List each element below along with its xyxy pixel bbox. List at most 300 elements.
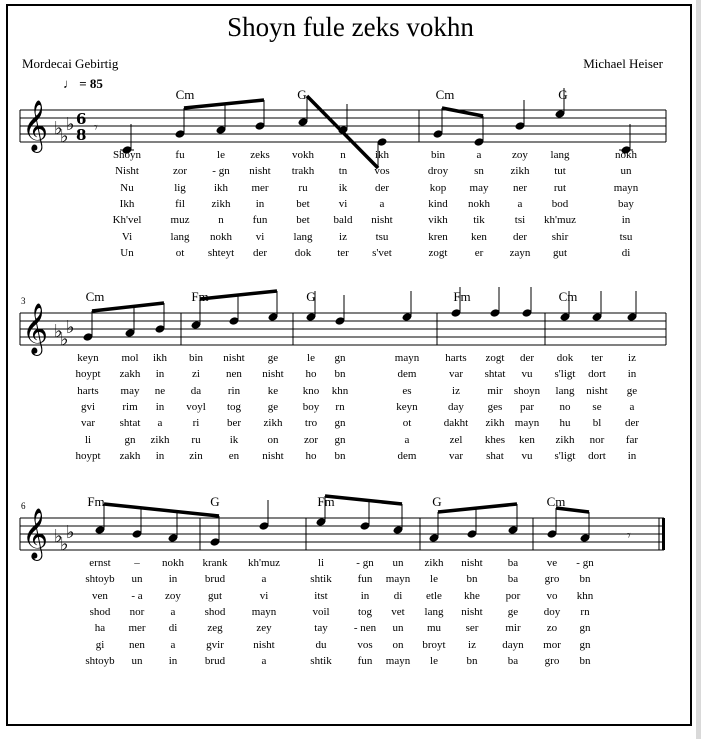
lyric-syllable: nen bbox=[226, 368, 242, 381]
lyric-syllable: shir bbox=[551, 230, 569, 243]
lyric-syllable: di bbox=[621, 246, 631, 259]
lyric-syllable: a bbox=[170, 638, 176, 651]
lyric-syllable: zikh bbox=[485, 417, 505, 430]
lyric-syllable: da bbox=[190, 384, 202, 397]
final-barline-thick bbox=[662, 518, 665, 550]
lyric-syllable: keyn bbox=[396, 400, 418, 413]
lyric-syllable: in bbox=[627, 368, 637, 381]
lyric-syllable: der bbox=[512, 230, 528, 243]
lyric-syllable: tsu bbox=[375, 230, 389, 243]
lyric-syllable: dayn bbox=[502, 638, 524, 651]
lyric-syllable: etle bbox=[426, 589, 442, 602]
lyric-syllable: iz bbox=[452, 384, 460, 397]
lyric-syllable: fu bbox=[175, 149, 185, 161]
lyric-syllable: ge bbox=[626, 384, 638, 397]
lyric-syllable: vu bbox=[521, 368, 533, 381]
lyric-syllable: bald bbox=[333, 214, 353, 227]
lyric-syllable: tro bbox=[304, 417, 318, 430]
lyric-syllable: li bbox=[317, 557, 325, 569]
lyric-syllable: bet bbox=[296, 214, 310, 227]
lyric-syllable: gut bbox=[207, 589, 223, 602]
lyric-syllable: khes bbox=[484, 433, 506, 446]
lyric-syllable: dort bbox=[588, 368, 606, 381]
lyric-syllable: hu bbox=[559, 417, 571, 430]
lyric-syllable: brud bbox=[204, 654, 226, 667]
lyric-syllable: iz bbox=[339, 230, 347, 243]
lyric-syllable: iz bbox=[468, 638, 476, 651]
lyric-syllable: ken bbox=[519, 433, 535, 446]
lyric-syllable: nokh bbox=[162, 557, 184, 569]
lyric-syllable: no bbox=[559, 400, 571, 413]
lyric-syllable: tay bbox=[314, 622, 328, 635]
lyric-syllable: dakht bbox=[443, 417, 469, 430]
lyric-syllable: ernst bbox=[89, 557, 111, 569]
lyric-syllable: en bbox=[228, 449, 240, 462]
lyric-syllable: in bbox=[621, 214, 631, 227]
chord-symbol: Fm bbox=[87, 494, 105, 509]
lyric-syllable: par bbox=[519, 400, 535, 413]
lyric-syllable: nor bbox=[589, 433, 605, 446]
lyric-syllable: lang bbox=[424, 605, 444, 618]
lyric-syllable: lang bbox=[555, 384, 575, 397]
lyric-syllable: zoy bbox=[165, 589, 181, 602]
lyric-syllable: ge bbox=[267, 400, 279, 413]
lyric-syllable: in bbox=[255, 197, 265, 210]
lyric-syllable: in bbox=[360, 589, 370, 602]
lyric-syllable: bn bbox=[579, 573, 591, 586]
lyric-syllable: se bbox=[592, 400, 602, 413]
flat-icon: ♭ bbox=[54, 526, 63, 547]
lyric-syllable: zikh bbox=[424, 557, 444, 569]
lyric-syllable: khn bbox=[576, 589, 594, 602]
lyric-syllable: tut bbox=[554, 165, 566, 178]
lyric-syllable: vi bbox=[255, 230, 265, 243]
lyric-syllable: nokh bbox=[615, 149, 637, 161]
lyric-syllable: may bbox=[469, 181, 489, 194]
flat-icon: ♭ bbox=[54, 321, 63, 342]
lyric-syllable: shteyt bbox=[207, 246, 235, 259]
measure-number: 6 bbox=[21, 501, 26, 511]
eighth-rest-icon: 𝄾 bbox=[94, 120, 98, 136]
lyric-syllable: zakh bbox=[119, 449, 141, 462]
lyric-syllable: nokh bbox=[468, 197, 490, 210]
note-beam bbox=[184, 100, 264, 108]
lyric-syllable: iz bbox=[628, 352, 636, 364]
lyric-syllable: es bbox=[402, 384, 412, 397]
eighth-rest-icon: 𝄾 bbox=[627, 528, 631, 544]
lyric-syllable: zogt bbox=[485, 352, 505, 364]
lyric-syllable: s'ligt bbox=[554, 449, 576, 462]
lyric-syllable: fun bbox=[357, 573, 373, 586]
lyric-syllable: shtik bbox=[310, 654, 332, 667]
lyric-syllable: trakh bbox=[291, 165, 315, 178]
lyric-syllable: gn bbox=[334, 417, 346, 430]
lyric-syllable: dok bbox=[556, 352, 574, 364]
lyric-syllable: nisht bbox=[262, 449, 284, 462]
lyric-syllable: kh'muz bbox=[544, 214, 576, 227]
lyric-syllable: mayn bbox=[251, 605, 277, 618]
lyric-syllable: nen bbox=[129, 638, 145, 651]
lyric-syllable: du bbox=[315, 638, 327, 651]
lyric-syllable: zikh bbox=[510, 165, 530, 178]
flat-icon: ♭ bbox=[66, 114, 75, 135]
lyric-syllable: ik bbox=[338, 181, 348, 194]
lyric-syllable: tik bbox=[473, 214, 485, 227]
lyric-syllable: ikh bbox=[374, 149, 390, 161]
chord-symbol: Fm bbox=[317, 494, 335, 509]
lyric-syllable: gn bbox=[579, 622, 591, 635]
lyric-syllable: bay bbox=[618, 197, 634, 210]
lyric-syllable: voyl bbox=[186, 400, 206, 413]
lyric-syllable: zor bbox=[303, 433, 319, 446]
lyric-syllable: keyn bbox=[77, 352, 99, 364]
lyric-syllable: krank bbox=[202, 557, 228, 569]
lyric-syllable: un bbox=[392, 557, 404, 569]
lyric-syllable: ru bbox=[298, 181, 308, 194]
lyric-syllable: un bbox=[131, 654, 143, 667]
lyric-syllable: gn bbox=[334, 433, 346, 446]
lyric-syllable: rn bbox=[335, 400, 345, 413]
lyric-syllable: mayn bbox=[514, 417, 540, 430]
lyric-syllable: gn bbox=[124, 433, 136, 446]
lyric-syllable: in bbox=[155, 449, 165, 462]
chord-symbol: Cm bbox=[85, 289, 105, 304]
lyric-syllable: bn bbox=[334, 449, 346, 462]
lyric-syllable: ne bbox=[154, 384, 166, 397]
lyric-syllable: ot bbox=[175, 246, 185, 259]
lyric-syllable: mer bbox=[128, 622, 146, 635]
lyric-syllable: sn bbox=[474, 165, 484, 178]
lyric-syllable: zayn bbox=[509, 246, 531, 259]
lyric-syllable: – bbox=[134, 557, 140, 569]
arranger-name: Michael Heiser bbox=[583, 56, 663, 71]
lyric-syllable: mer bbox=[251, 181, 269, 194]
lyric-syllable: ber bbox=[226, 417, 242, 430]
lyric-syllable: shod bbox=[89, 605, 111, 618]
lyric-syllable: le bbox=[217, 149, 225, 161]
lyric-syllable: ik bbox=[229, 433, 239, 446]
lyric-syllable: zor bbox=[172, 165, 188, 178]
lyric-syllable: s'vet bbox=[372, 246, 392, 259]
lyric-syllable: zoy bbox=[512, 149, 528, 161]
lyric-syllable: shtat bbox=[119, 417, 141, 430]
lyric-syllable: le bbox=[307, 352, 315, 364]
lyric-syllable: bn bbox=[466, 654, 478, 667]
lyric-syllable: ter bbox=[337, 246, 349, 259]
lyric-syllable: nisht bbox=[586, 384, 608, 397]
lyric-syllable: zikh bbox=[150, 433, 170, 446]
lyric-syllable: lang bbox=[170, 230, 190, 243]
lyric-syllable: zakh bbox=[119, 368, 141, 381]
lyric-syllable: zikh bbox=[555, 433, 575, 446]
note-beam bbox=[104, 504, 219, 516]
lyric-syllable: bet bbox=[296, 197, 310, 210]
lyric-syllable: var bbox=[80, 417, 96, 430]
lyric-syllable: kren bbox=[428, 230, 448, 243]
lyric-syllable: in bbox=[168, 573, 178, 586]
lyric-syllable: mayn bbox=[394, 352, 420, 364]
lyric-syllable: mir bbox=[505, 622, 521, 635]
lyric-syllable: - gn bbox=[212, 165, 230, 178]
lyric-syllable: le bbox=[430, 573, 438, 586]
lyric-syllable: ter bbox=[591, 352, 603, 364]
lyric-syllable: Nu bbox=[120, 181, 134, 194]
lyric-syllable: ba bbox=[507, 573, 519, 586]
lyric-syllable: kno bbox=[302, 384, 320, 397]
lyric-syllable: fun bbox=[252, 214, 268, 227]
lyric-syllable: on bbox=[267, 433, 279, 446]
lyric-syllable: nisht bbox=[461, 605, 483, 618]
lyric-syllable: mayn bbox=[385, 573, 411, 586]
lyric-syllable: nor bbox=[129, 605, 145, 618]
lyric-syllable: on bbox=[392, 638, 404, 651]
lyric-syllable: rn bbox=[580, 605, 590, 618]
lyric-syllable: lang bbox=[550, 149, 570, 161]
lyric-syllable: ser bbox=[465, 622, 479, 635]
lyric-syllable: ikh bbox=[152, 352, 168, 364]
treble-clef-icon: 𝄞 bbox=[22, 508, 49, 559]
lyric-syllable: ken bbox=[471, 230, 487, 243]
lyric-syllable: bn bbox=[579, 654, 591, 667]
lyric-syllable: vet bbox=[391, 605, 405, 618]
lyric-syllable: der bbox=[252, 246, 268, 259]
lyric-syllable: day bbox=[448, 400, 464, 413]
lyric-syllable: le bbox=[430, 654, 438, 667]
lyric-syllable: zey bbox=[256, 622, 272, 635]
lyric-syllable: ven bbox=[92, 589, 108, 602]
chord-symbol: G bbox=[210, 494, 220, 509]
lyric-syllable: - gn bbox=[356, 557, 374, 569]
lyric-syllable: a bbox=[379, 197, 385, 210]
lyric-syllable: zo bbox=[546, 622, 558, 635]
lyric-syllable: nisht bbox=[253, 638, 275, 651]
lyric-syllable: vos bbox=[357, 638, 373, 651]
lyric-syllable: un bbox=[131, 573, 143, 586]
note-beam bbox=[325, 496, 402, 504]
lyric-syllable: nisht bbox=[249, 165, 271, 178]
lyric-syllable: in bbox=[155, 368, 165, 381]
lyric-syllable: gvir bbox=[206, 638, 224, 651]
lyric-syllable: a bbox=[629, 400, 635, 413]
lyric-syllable: ha bbox=[94, 622, 106, 635]
lyric-syllable: lang bbox=[293, 230, 313, 243]
lyric-syllable: ge bbox=[507, 605, 519, 618]
lyric-syllable: nisht bbox=[223, 352, 245, 364]
lyric-syllable: zi bbox=[192, 368, 200, 381]
lyric-syllable: mu bbox=[426, 622, 442, 635]
flat-icon: ♭ bbox=[60, 126, 69, 147]
treble-clef-icon: 𝄞 bbox=[22, 303, 49, 354]
lyric-syllable: doy bbox=[543, 605, 561, 618]
lyric-syllable: bn bbox=[334, 368, 346, 381]
lyric-syllable: der bbox=[519, 352, 535, 364]
lyric-syllable: ru bbox=[191, 433, 201, 446]
lyric-syllable: brud bbox=[204, 573, 226, 586]
time-signature-bottom: 8 bbox=[76, 126, 87, 144]
lyric-syllable: vi bbox=[338, 197, 348, 210]
lyric-syllable: ge bbox=[267, 352, 279, 364]
lyric-syllable: hoypt bbox=[75, 449, 101, 462]
lyric-syllable: tsu bbox=[619, 230, 633, 243]
lyric-syllable: a bbox=[157, 417, 163, 430]
lyric-syllable: er bbox=[474, 246, 484, 259]
lyric-syllable: var bbox=[448, 368, 464, 381]
lyric-syllable: li bbox=[84, 433, 92, 446]
chord-symbol: Cm bbox=[435, 87, 455, 102]
lyric-syllable: bin bbox=[430, 149, 446, 161]
lyric-syllable: dok bbox=[294, 246, 312, 259]
lyric-syllable: di bbox=[168, 622, 178, 635]
lyric-syllable: a bbox=[404, 433, 410, 446]
lyric-syllable: bl bbox=[592, 417, 602, 430]
lyric-syllable: s'ligt bbox=[554, 368, 576, 381]
lyric-syllable: vo bbox=[546, 589, 558, 602]
lyric-syllable: Vi bbox=[121, 230, 133, 243]
lyric-syllable: shod bbox=[204, 605, 226, 618]
note-beam bbox=[438, 504, 517, 512]
lyric-syllable: in bbox=[168, 654, 178, 667]
lyric-syllable: gn bbox=[334, 352, 346, 364]
lyric-syllable: tn bbox=[338, 165, 348, 178]
lyric-syllable: zogt bbox=[428, 246, 448, 259]
chord-symbol: G bbox=[558, 87, 568, 102]
lyric-syllable: gut bbox=[552, 246, 568, 259]
lyric-syllable: zikh bbox=[263, 417, 283, 430]
lyric-syllable: var bbox=[448, 449, 464, 462]
lyric-syllable: mol bbox=[121, 352, 139, 364]
lyric-syllable: muz bbox=[170, 214, 190, 227]
lyric-syllable: ri bbox=[192, 417, 200, 430]
score-title: Shoyn fule zeks vokhn bbox=[227, 12, 474, 42]
chord-symbol: Cm bbox=[546, 494, 566, 509]
chord-symbol: G bbox=[432, 494, 442, 509]
lyric-syllable: - nen bbox=[353, 622, 377, 635]
lyric-syllable: tog bbox=[226, 400, 242, 413]
lyric-syllable: zikh bbox=[211, 197, 231, 210]
lyric-syllable: voil bbox=[312, 605, 330, 618]
lyric-syllable: ke bbox=[267, 384, 279, 397]
lyric-syllable: khn bbox=[331, 384, 349, 397]
lyric-syllable: gro bbox=[544, 573, 560, 586]
lyric-syllable: nokh bbox=[210, 230, 232, 243]
lyric-syllable: a bbox=[261, 573, 267, 586]
lyric-syllable: n bbox=[340, 149, 346, 161]
flat-icon: ♭ bbox=[66, 522, 75, 543]
time-signature-top: 6 bbox=[76, 110, 87, 128]
lyric-syllable: nisht bbox=[461, 557, 483, 569]
lyric-syllable: a bbox=[476, 149, 482, 161]
lyric-syllable: harts bbox=[445, 352, 467, 364]
lyric-syllable: shtoyb bbox=[85, 654, 115, 667]
lyric-syllable: lig bbox=[174, 181, 186, 194]
lyric-syllable: dem bbox=[397, 449, 417, 462]
lyric-syllable: zel bbox=[449, 433, 463, 446]
lyric-syllable: Nisht bbox=[115, 165, 139, 178]
lyric-syllable: shtat bbox=[484, 368, 506, 381]
note-beam bbox=[442, 108, 483, 116]
lyric-syllable: Ikh bbox=[119, 197, 135, 210]
flat-icon: ♭ bbox=[60, 329, 69, 350]
lyric-syllable: mayn bbox=[385, 654, 411, 667]
lyric-syllable: a bbox=[170, 605, 176, 618]
lyric-syllable: Un bbox=[120, 246, 134, 259]
lyric-syllable: kop bbox=[429, 181, 447, 194]
lyric-syllable: Kh'vel bbox=[112, 214, 142, 227]
lyric-syllable: harts bbox=[77, 384, 99, 397]
lyric-syllable: por bbox=[505, 589, 521, 602]
lyric-syllable: zeks bbox=[250, 149, 270, 161]
lyric-syllable: dort bbox=[588, 449, 606, 462]
chord-symbol: G bbox=[306, 289, 316, 304]
flat-icon: ♭ bbox=[66, 317, 75, 338]
lyric-syllable: vi bbox=[259, 589, 269, 602]
lyric-syllable: gi bbox=[95, 638, 105, 651]
lyric-syllable: gvi bbox=[80, 400, 96, 413]
lyric-syllable: bn bbox=[466, 573, 478, 586]
lyric-syllable: ner bbox=[512, 181, 528, 194]
lyric-syllable: ho bbox=[305, 449, 317, 462]
lyric-syllable: itst bbox=[314, 589, 328, 602]
chord-symbol: G bbox=[297, 87, 307, 102]
flat-icon: ♭ bbox=[54, 118, 63, 139]
lyric-syllable: hoypt bbox=[75, 368, 101, 381]
lyric-syllable: dem bbox=[397, 368, 417, 381]
lyric-syllable: tog bbox=[357, 605, 373, 618]
lyric-syllable: ve bbox=[546, 557, 558, 569]
lyric-syllable: mir bbox=[487, 384, 503, 397]
lyric-syllable: un bbox=[620, 165, 632, 178]
lyric-syllable: mayn bbox=[613, 181, 639, 194]
lyric-syllable: zeg bbox=[207, 622, 223, 635]
lyric-syllable: vokh bbox=[292, 149, 314, 161]
lyric-syllable: may bbox=[120, 384, 140, 397]
lyric-syllable: vu bbox=[521, 449, 533, 462]
tempo-marking: ♩ = 85 bbox=[63, 76, 103, 91]
lyric-syllable: rim bbox=[122, 400, 138, 413]
lyric-syllable: tsi bbox=[514, 214, 526, 227]
lyric-syllable: fun bbox=[357, 654, 373, 667]
lyric-syllable: ges bbox=[487, 400, 503, 413]
lyric-syllable: ba bbox=[507, 654, 519, 667]
composer-name: Mordecai Gebirtig bbox=[22, 56, 119, 71]
chord-symbol: Cm bbox=[558, 289, 578, 304]
lyric-syllable: der bbox=[624, 417, 640, 430]
lyric-syllable: vikh bbox=[428, 214, 448, 227]
lyric-syllable: n bbox=[218, 214, 224, 227]
lyric-syllable: in bbox=[155, 400, 165, 413]
lyric-syllable: rin bbox=[227, 384, 241, 397]
lyric-syllable: vos bbox=[374, 165, 390, 178]
lyric-syllable: shat bbox=[486, 449, 504, 462]
lyric-syllable: un bbox=[392, 622, 404, 635]
lyric-syllable: ho bbox=[305, 368, 317, 381]
lyric-syllable: droy bbox=[427, 165, 449, 178]
lyric-syllable: kind bbox=[428, 197, 448, 210]
measure-number: 3 bbox=[21, 296, 26, 306]
chord-symbol: Fm bbox=[191, 289, 209, 304]
lyric-syllable: shtoyb bbox=[85, 573, 115, 586]
lyric-syllable: di bbox=[393, 589, 403, 602]
lyric-syllable: a bbox=[517, 197, 523, 210]
lyric-syllable: der bbox=[374, 181, 390, 194]
lyric-syllable: far bbox=[625, 433, 639, 446]
lyric-syllable: ot bbox=[402, 417, 412, 430]
lyric-syllable: a bbox=[261, 654, 267, 667]
lyric-syllable: fil bbox=[175, 197, 185, 210]
lyric-syllable: shtik bbox=[310, 573, 332, 586]
lyric-syllable: mor bbox=[543, 638, 561, 651]
lyric-syllable: - gn bbox=[576, 557, 594, 569]
